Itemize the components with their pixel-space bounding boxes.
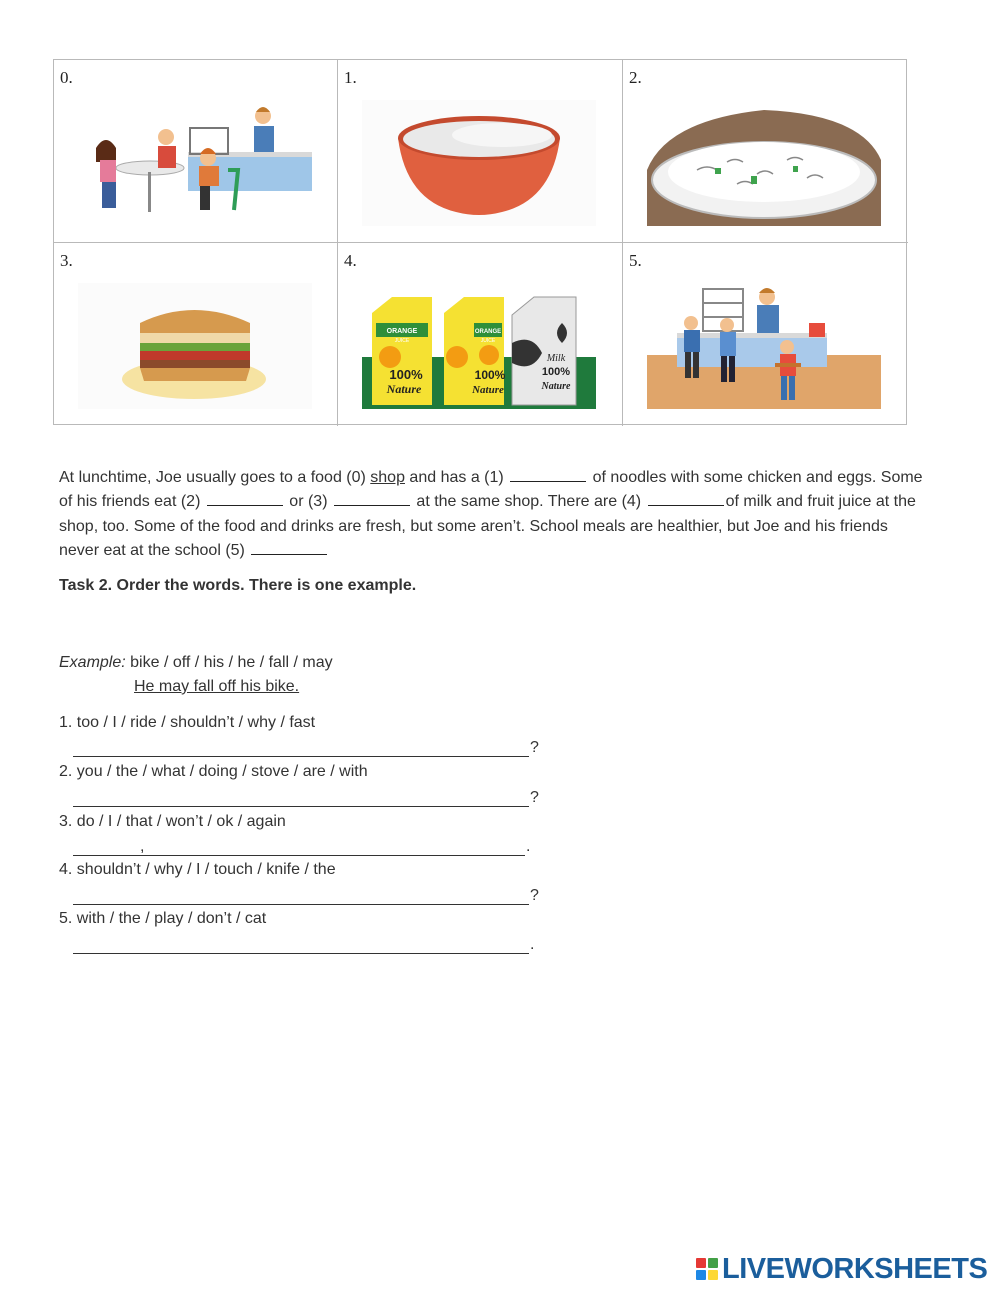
logo-block [708, 1258, 718, 1268]
reading-passage [59, 466, 929, 563]
example-line [59, 654, 333, 672]
picture-cell-1 [338, 60, 623, 243]
question-5-answer-line[interactable] [73, 953, 529, 954]
question-3-prompt: 3. do / I / that / won’t / ok / again [59, 813, 286, 830]
picture-grid [53, 59, 907, 425]
task2-heading: Task 2. Order the words. There is one example. [59, 577, 417, 594]
picture-cell-4 [338, 243, 623, 426]
passage-text: At lunchtime, Joe usually goes to a food (0) [59, 469, 371, 486]
question-2-prompt: 2. you / the / what / doing / stove / are / with [59, 763, 368, 780]
carton-label-orange: ORANGE [474, 329, 502, 335]
carton-label-juice: JUICE [480, 338, 496, 344]
picture-number: 0. [60, 68, 73, 87]
carton-label-percent: 100% [389, 367, 423, 382]
passage-text: of milk and fruit juice at the shop, too. Some of the food and drinks are fresh, but some aren’t. School meals are healthier, but Joe and his friends never eat at the school (5) [59, 493, 916, 559]
picture-number: 5. [629, 251, 642, 270]
passage-text: at the same shop. There are (4) [411, 493, 646, 511]
carton-label-juice: JUICE [394, 338, 410, 344]
drink-cartons-image [362, 283, 596, 409]
question-2-answer-line[interactable] [73, 806, 529, 807]
picture-number: 1. [344, 68, 357, 87]
answer-blank-2[interactable] [207, 491, 283, 506]
question-5-end: . [530, 936, 535, 953]
answer-blank-3[interactable] [334, 491, 410, 506]
example-label: Example: [59, 654, 126, 671]
school-canteen-image [647, 283, 881, 409]
example-answer: He may fall off his bike. [134, 678, 300, 695]
carton-label-nature: Nature [541, 381, 571, 392]
carton-label-orange: ORANGE [386, 328, 418, 335]
carton-label-nature: Nature [386, 382, 422, 396]
question-5-prompt: 5. with / the / play / don’t / cat [59, 910, 267, 927]
picture-cell-5 [623, 243, 908, 426]
example-answer-shop: shop [370, 469, 405, 486]
logo-text: LIVEWORKSHEETS [722, 1252, 988, 1285]
answer-blank-1[interactable] [510, 467, 586, 482]
logo-block [708, 1270, 718, 1280]
question-1-answer-line[interactable] [73, 756, 529, 757]
logo-block [696, 1270, 706, 1280]
question-2-end: ? [530, 789, 539, 806]
passage-text: or (3) [284, 493, 332, 511]
picture-number: 4. [344, 251, 357, 270]
picture-number: 3. [60, 251, 73, 270]
question-4-end: ? [530, 887, 539, 904]
passage-text: of noodles with some chicken and eggs. Some of his friends eat (2) [59, 469, 923, 511]
answer-blank-5[interactable] [251, 540, 327, 555]
question-3-comma: , [140, 838, 145, 855]
bowl-image [362, 100, 596, 226]
example-words: bike / off / his / he / fall / may [125, 654, 333, 671]
rice-plate-image [647, 100, 881, 226]
carton-label-nature: Nature [472, 384, 504, 396]
question-1-end: ? [530, 739, 539, 756]
carton-label-percent: 100% [474, 368, 506, 382]
liveworksheets-logo [696, 1252, 987, 1286]
question-1-prompt: 1. too / I / ride / shouldn’t / why / fast [59, 714, 316, 731]
canteen-scene-image [78, 100, 312, 226]
question-3-end: . [526, 838, 531, 855]
carton-label-percent: 100% [541, 366, 571, 378]
question-4-answer-line[interactable] [73, 904, 529, 905]
passage-text: and has a (1) [404, 469, 509, 486]
picture-cell-3 [54, 243, 338, 426]
question-4-prompt: 4. shouldn’t / why / I / touch / knife / the [59, 861, 336, 878]
picture-number: 2. [629, 68, 642, 87]
picture-cell-0 [54, 60, 338, 243]
picture-cell-2 [623, 60, 908, 243]
logo-blocks-icon [696, 1258, 718, 1280]
sandwich-image [78, 283, 312, 409]
answer-blank-4[interactable] [648, 491, 724, 506]
carton-label-milk: Milk [546, 353, 566, 364]
logo-block [696, 1258, 706, 1268]
